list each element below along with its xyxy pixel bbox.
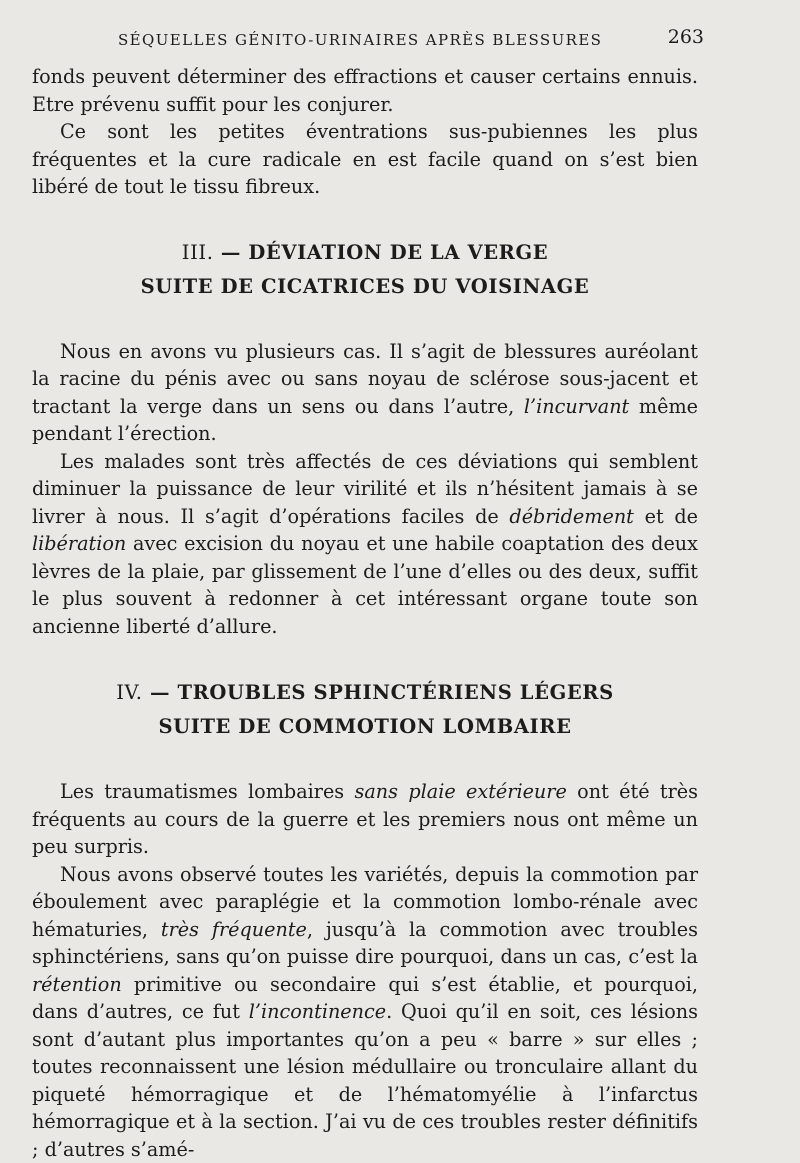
s3-p1-text-a: Nous en avons vu plusieurs cas. Il s’agit de blessures auréolant la racine du pénis avec ou sans noyau de sclérose sous-jacent et tractant la verge dans un sens ou dans l’autre, [32,340,698,418]
s4-p2-text-c: primitive ou secondaire qui s’est établie, et pourquoi, dans d’autres, ce fut [32,973,698,1024]
section-3-title-line-2: SUITE DE CICATRICES DU VOISINAGE [32,270,698,304]
section-3-number: III. [182,241,214,264]
section-4-paragraph-2 [32,861,698,1163]
s4-p1-text-b: ont été très fréquents au cours de la guerre et les premiers nous ont même un peu surpris. [32,780,698,858]
section-3-paragraph-1 [32,338,698,448]
s3-p2-text-b: et de [634,505,698,528]
s4-p2-text-b: , jusqu’à la commotion avec troubles sphinctériens, sans qu’on puisse dire pourquoi, dans un cas, c’est la [32,918,698,969]
section-4-title-line-1: — TROUBLES SPHINCTÉRIENS LÉGERS [143,681,614,704]
s3-p2-text-a: Les malades sont très affectés de ces déviations qui semblent diminuer la puissance de leur virilité et ils n’hésitent jamais à se livrer à nous. Il s’agit d’opérations faciles de [32,450,698,528]
s4-p2-italic-1: très fréquente [161,918,307,941]
running-head-title: SÉQUELLES GÉNITO-URINAIRES APRÈS BLESSURES [118,31,602,49]
s4-p2-italic-2: rétention [32,973,122,996]
section-4-paragraph-1 [32,778,698,861]
s3-p1-text-b: même pendant l’érection. [32,395,698,446]
section-4-number: IV. [116,681,142,704]
s4-p2-italic-3: l’incontinence [249,1000,386,1023]
page-body [32,63,698,1163]
section-4-heading [32,676,698,744]
section-3-paragraph-2 [32,448,698,641]
s3-p2-italic-2: libération [32,532,126,555]
section-3-heading [32,236,698,304]
s4-p1-text-a: Les traumatismes lombaires [60,780,355,803]
s3-p2-italic-1: débridement [509,505,634,528]
running-head [118,28,692,52]
section-3-heading-line-1 [32,236,698,270]
s4-p2-text-a: Nous avons observé toutes les variétés, depuis la commotion par éboulement avec paraplégie et la commotion lombo-rénale avec hématuries, [32,863,698,941]
s3-p1-italic: l’incurvant [524,395,629,418]
intro-paragraph-2: Ce sont les petites éventrations sus-pubiennes les plus fréquentes et la cure radicale en est facile quand on s’est bien libéré de tout le tissu fibreux. [32,118,698,201]
section-4-heading-line-1 [32,676,698,710]
s3-p2-text-c: avec excision du noyau et une habile coaptation des deux lèvres de la plaie, par glissement de l’une d’elles ou des deux, suffit le plus souvent à redonner à cet intéressant organe toute son ancienne liberté d’allure. [32,532,698,638]
intro-paragraph-1: fonds peuvent déterminer des effractions et causer certains ennuis. Etre prévenu suffit pour les conjurer. [32,63,698,118]
s4-p1-italic: sans plaie extérieure [355,780,567,803]
s4-p2-text-d: . Quoi qu’il en soit, ces lésions sont d’autant plus importantes qu’on a peu « barre » sur elles ; toutes reconnaissent une lésion médullaire ou tronculaire allant du piqueté hémorragique et de l’hématomyélie à l’infarctus hémorragique et à la section. J’ai vu de ces troubles rester définitifs ; d’autres s’amé- [32,1000,698,1161]
section-3-title-line-1: — DÉVIATION DE LA VERGE [214,241,549,264]
page-number: 263 [668,26,704,48]
section-4-title-line-2: SUITE DE COMMOTION LOMBAIRE [32,710,698,744]
